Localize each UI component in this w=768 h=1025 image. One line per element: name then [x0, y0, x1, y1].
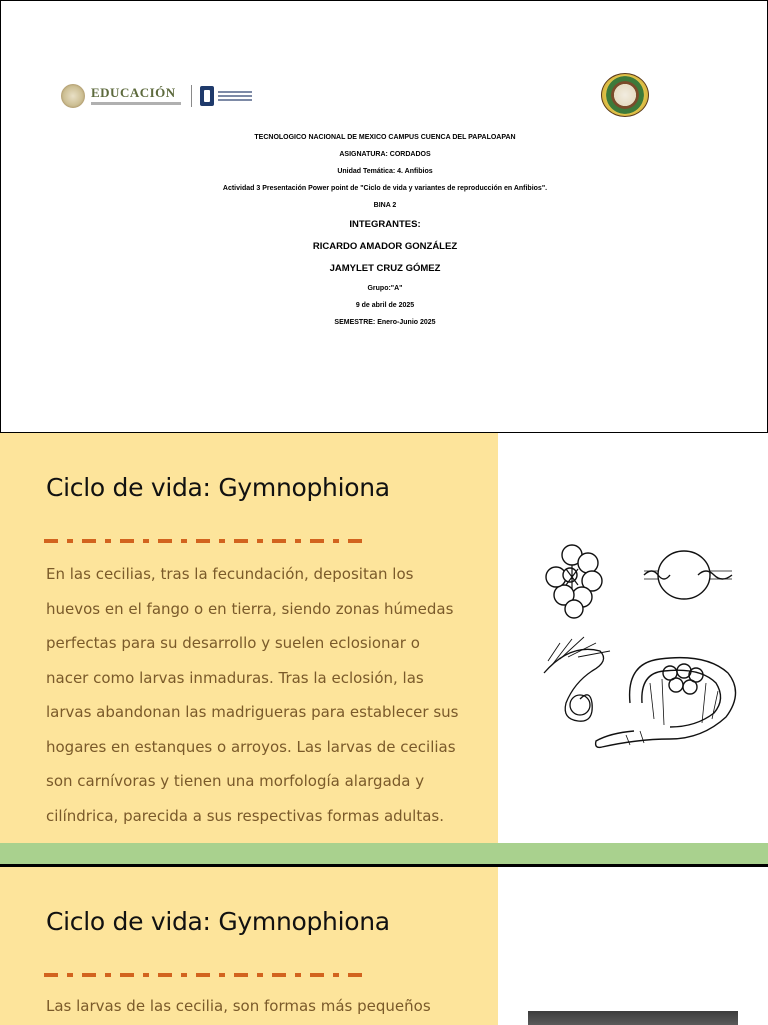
mexico-seal-icon — [61, 84, 85, 108]
activity: Actividad 3 Presentación Power point de "Ciclo de vida y variantes de reproducción en Anfibios". — [222, 185, 548, 192]
member-name: RICARDO AMADOR GONZÁLEZ — [312, 241, 458, 252]
education-logo-text: EDUCACIÓN — [91, 85, 176, 100]
unit: Unidad Temática: 4. Anfibios — [337, 168, 433, 175]
body-line: son carnívoras y tienen una morfología alargada y — [46, 772, 425, 790]
cover-slide — [0, 0, 768, 433]
slide-title: Ciclo de vida: Gymnophiona — [46, 473, 390, 502]
section-band — [0, 843, 768, 864]
adult-caecilian-icon — [596, 658, 736, 748]
life-cycle-slide-2 — [0, 866, 768, 1025]
group: Grupo:"A" — [367, 285, 403, 292]
body-line: perfectas para su desarrollo y suelen eclosionar o — [46, 634, 420, 652]
slide-body — [46, 557, 476, 833]
tecnm-logo-icon — [200, 86, 214, 106]
text-panel — [0, 433, 498, 843]
dashed-divider — [44, 973, 362, 977]
slide-title: Ciclo de vida: Gymnophiona — [46, 907, 390, 936]
logo-divider — [191, 85, 192, 107]
members-label: INTEGRANTES: — [349, 219, 421, 230]
body-line: En las cecilias, tras la fecundación, depositan los — [46, 565, 414, 583]
semester: SEMESTRE: Enero-Junio 2025 — [334, 319, 436, 326]
campus-seal-icon — [601, 73, 649, 117]
slide-body — [46, 989, 476, 1024]
body-line: larvas abandonan las madrigueras para establecer sus — [46, 703, 459, 721]
body-line: cilíndrica, parecida a sus respectivas formas adultas. — [46, 806, 444, 825]
life-cycle-slide — [0, 433, 768, 843]
subject: ASIGNATURA: CORDADOS — [339, 151, 431, 158]
egg-ring-icon — [644, 551, 732, 599]
larva-photo — [528, 1011, 738, 1025]
text-panel — [0, 867, 498, 1025]
member-name: JAMYLET CRUZ GÓMEZ — [329, 263, 441, 274]
cover-text — [1, 129, 768, 331]
body-line: huevos en el fango o en tierra, siendo zonas húmedas — [46, 599, 454, 618]
caecilian-illustration — [530, 533, 750, 763]
egg-cluster-icon — [546, 545, 602, 618]
body-line: Las larvas de las cecilia, son formas más pequeños — [46, 997, 431, 1015]
gilled-larva-icon — [544, 637, 610, 721]
date: 9 de abril de 2025 — [355, 302, 415, 309]
body-line: hogares en estanques o arroyos. Las larvas de cecilias — [46, 737, 456, 756]
institution-name: TECNOLOGICO NACIONAL DE MEXICO CAMPUS CUENCA DEL PAPALOAPAN — [254, 134, 516, 141]
dashed-divider — [44, 539, 362, 543]
sep-logo — [61, 81, 252, 111]
body-line: nacer como larvas inmaduras. Tras la eclosión, las — [46, 668, 424, 687]
team: BINA 2 — [373, 202, 397, 209]
